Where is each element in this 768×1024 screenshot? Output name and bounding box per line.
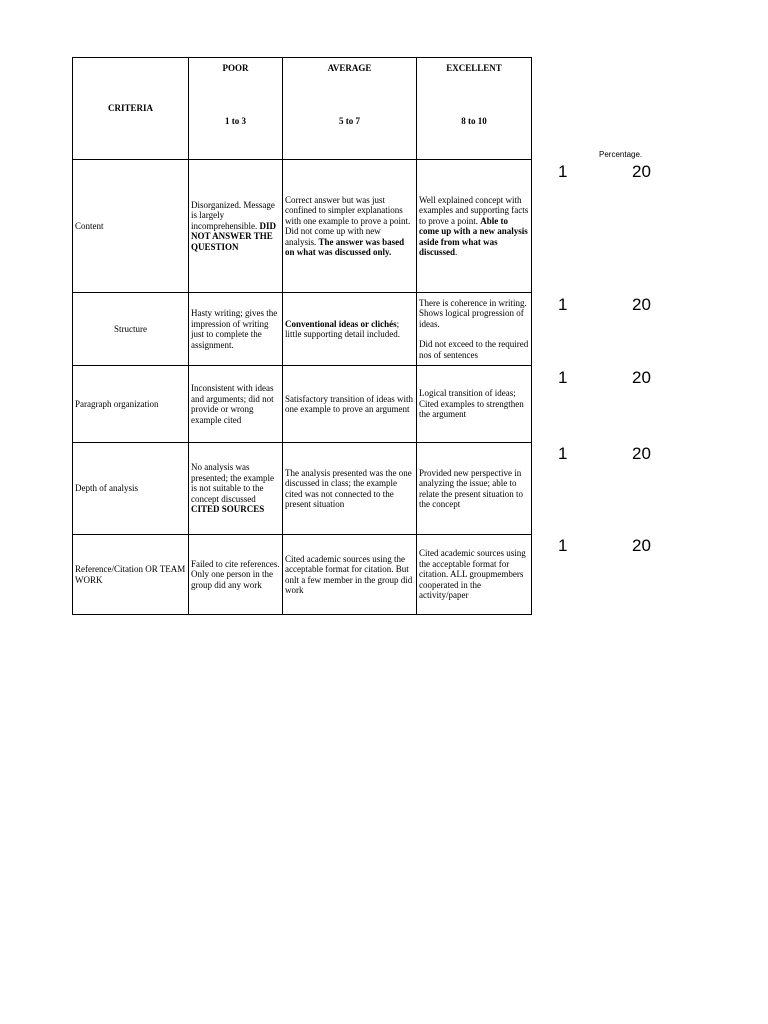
poor-cell: Inconsistent with ideas and arguments; did not provide or wrong example cited xyxy=(189,366,283,443)
criteria-header: CRITERIA xyxy=(73,58,189,160)
score-max: 20 xyxy=(632,162,651,181)
criterion-label: Depth of analysis xyxy=(73,443,189,535)
percentage-label: Percentage. xyxy=(599,150,643,159)
cell-bold-text: Able to come up with a new analysis aside from what was discussed xyxy=(419,215,528,257)
level-name: AVERAGE xyxy=(327,63,372,73)
average-cell xyxy=(283,293,417,366)
cell-bold-text: CITED SOURCES xyxy=(191,504,265,515)
cell-text: Disorganized. Message is largely incomprehensible. xyxy=(191,199,275,231)
cell-text: Did not exceed to the required nos of sentences xyxy=(419,339,529,360)
cell-text: There is coherence in writing. Shows logical progression of ideas. xyxy=(419,297,527,329)
criterion-label: Reference/Citation OR TEAM WORK xyxy=(73,535,189,615)
criterion-label: Paragraph organization xyxy=(73,366,189,443)
cell-text: . xyxy=(455,247,458,257)
cell-bold-text: Conventional ideas or clichés xyxy=(285,318,397,329)
average-cell: Cited academic sources using the acceptable format for citation. But onlt a few member in the group did work xyxy=(283,535,417,615)
score-max: 20 xyxy=(632,444,651,463)
poor-cell: Failed to cite references. Only one person in the group did any work xyxy=(189,535,283,615)
average-cell xyxy=(283,160,417,293)
poor-cell xyxy=(189,160,283,293)
excellent-cell: Logical transition of ideas; Cited examples to strengthen the argument xyxy=(417,366,532,443)
rubric-row-reference xyxy=(73,535,532,615)
score-max: 20 xyxy=(632,368,651,387)
rubric-table xyxy=(72,57,532,615)
rubric-row-depth xyxy=(73,443,532,535)
cell-text: Well explained concept with examples and supporting facts to prove a point. xyxy=(419,194,529,226)
excellent-cell xyxy=(417,293,532,366)
rubric-row-content xyxy=(73,160,532,293)
criterion-label: Structure xyxy=(73,293,189,366)
cell-text: No analysis was presented; the example is not suitable to the concept discussed xyxy=(191,462,274,504)
level-excellent-header xyxy=(417,58,532,160)
poor-cell: Hasty writing; gives the impression of writing just to complete the assignment. xyxy=(189,293,283,366)
excellent-cell: Provided new perspective in analyzing the issue; able to relate the present situation to the concept xyxy=(417,443,532,535)
rubric-row-paragraph xyxy=(73,366,532,443)
cell-bold-text: The answer was based on what was discussed only. xyxy=(285,236,405,257)
criterion-label: Content xyxy=(73,160,189,293)
poor-cell xyxy=(189,443,283,535)
score-min: 1 xyxy=(558,536,568,555)
cell-text: ; little supporting detail included. xyxy=(285,318,400,339)
excellent-cell: Cited academic sources using the acceptable format for citation. ALL groupmembers cooperated in the activity/paper xyxy=(417,535,532,615)
cell-bold-text: DID NOT ANSWER THE QUESTION xyxy=(191,220,276,252)
average-cell: The analysis presented was the one discussed in class; the example cited was not connected to the present situation xyxy=(283,443,417,535)
level-name: POOR xyxy=(222,63,249,73)
average-cell: Satisfactory transition of ideas with one example to prove an argument xyxy=(283,366,417,443)
score-min: 1 xyxy=(558,295,568,314)
level-range: 5 to 7 xyxy=(339,115,360,126)
level-range: 1 to 3 xyxy=(225,115,246,126)
level-poor-header xyxy=(189,58,283,160)
score-min: 1 xyxy=(558,444,568,463)
level-average-header xyxy=(283,58,417,160)
excellent-cell xyxy=(417,160,532,293)
score-min: 1 xyxy=(558,162,568,181)
rubric-row-structure xyxy=(73,293,532,366)
level-name: EXCELLENT xyxy=(446,63,502,73)
score-max: 20 xyxy=(632,536,651,555)
level-range: 8 to 10 xyxy=(461,115,487,126)
cell-text: Correct answer but was just confined to simpler explanations with one example to prove a point. Did not come up with new analysis. xyxy=(285,194,411,247)
score-max: 20 xyxy=(632,295,651,314)
score-min: 1 xyxy=(558,368,568,387)
header-row xyxy=(73,58,532,160)
